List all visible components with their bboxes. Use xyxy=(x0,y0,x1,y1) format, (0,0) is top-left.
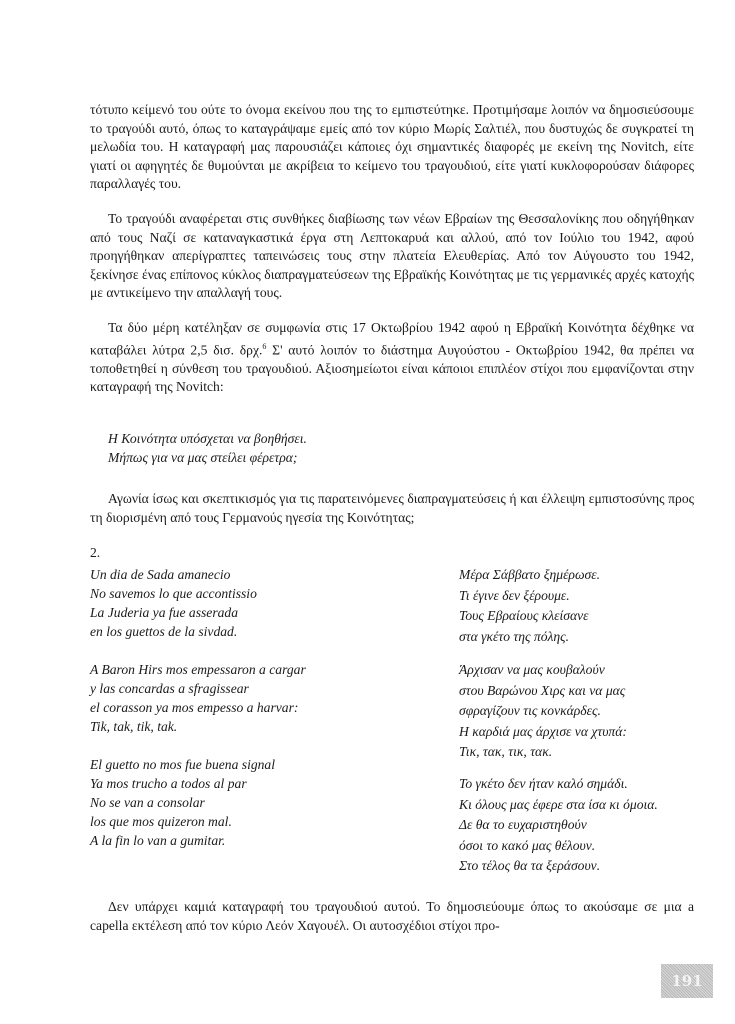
poem-line: Το γκέτο δεν ήταν καλό σημάδι. xyxy=(459,776,628,791)
poem-line: A la fin lo van a gumitar. xyxy=(90,833,226,848)
page-number: 191 xyxy=(661,964,713,998)
paragraph-3 xyxy=(90,319,694,397)
poem-line: Τι έγινε δεν ξέρουμε. xyxy=(459,587,570,603)
paragraph-1: τότυπο κείμενό του ούτε το όνομα εκείνου που της το εμπιστεύτηκε. Προτιμήσαμε λοιπόν να δημοσιεύσουμε το τραγούδι αυτό, όπως το καταγράψαμε εμείς από τον κύριο Μωρίς Σαλτιέλ, που δυστυχώς δε συγκρατεί τη μελωδία του. Η καταγραφή μας παρουσιάζει κάποιες όχι σημαντικές διαφορές με εκείνη της Novitch, είτε γιατί οι αφηγητές δε θυμούνται με ακρίβεια το κείμενο του τραγουδιού, είτε γιατί κυκλοφορούσαν διάφορες παραλλαγές του. xyxy=(90,102,694,192)
poem-line: Ya mos trucho a todos al par xyxy=(90,776,247,791)
poem-line: Τικ, τακ, τικ, τακ. xyxy=(459,744,553,759)
poem-line: στου Βαρώνου Χιρς και να μας xyxy=(459,682,626,698)
poem-line: en los guettos de la sivdad. xyxy=(90,624,238,639)
paragraph-5: Δεν υπάρχει καμιά καταγραφή του τραγουδιού αυτού. Το δημοσιεύουμε όπως το ακούσαμε σε μια a capella εκτέλεση από τον κύριο Λεόν Χαγουέλ. Οι αυτοσχέδιοι στίχοι προ- xyxy=(90,899,694,933)
paragraph-4: Αγωνία ίσως και σκεπτικισμός για τις παρατεινόμενες διαπραγματεύσεις ή και έλλειψη εμπιστοσύνης προς τη διορισμένη από τους Γερμανούς ηγεσία της Κοινότητας; xyxy=(90,491,694,525)
poem-line: y las concardas a sfragissear xyxy=(90,681,249,696)
poem-line: Tik, tak, tik, tak. xyxy=(90,719,178,734)
poem-ladino-stanza-3 xyxy=(90,755,275,850)
poem-line: No savemos lo que accontissio xyxy=(90,586,257,601)
quote-line-2: Μήπως για να μας στείλει φέρετρα; xyxy=(108,450,298,465)
poem-line: Κι όλους μας έφερε στα ίσα κι όμοια. xyxy=(459,796,658,812)
poem-line: Άρχισαν να μας κουβαλούν xyxy=(459,662,605,677)
poem-line: Un dia de Sada amanecio xyxy=(90,567,231,582)
poem-greek-stanza-3 xyxy=(459,774,658,877)
poem-line: La Juderia ya fue asserada xyxy=(90,605,239,620)
poem-line: el corasson ya mos empesso a harvar: xyxy=(90,700,299,715)
quoted-verses xyxy=(108,429,307,467)
poem-line: No se van a consolar xyxy=(90,795,205,810)
poem-line: στα γκέτο της πόλης. xyxy=(459,628,570,644)
poem-greek-stanza-1 xyxy=(459,565,600,647)
poem-greek-stanza-2 xyxy=(459,660,627,763)
poem-line: Δε θα το ευχαριστηθούν xyxy=(459,817,587,832)
poem-line: Μέρα Σάββατο ξημέρωσε. xyxy=(459,567,601,582)
poem-line: σφραγίζουν τις κονκάρδες. xyxy=(459,703,601,718)
paragraph-3-part-2: Σ' αυτό λοιπόν το διάστημα Αυγούστου - Οκτωβρίου 1942, θα πρέπει να τοποθετηθεί η σύνθεση του τραγουδιού. Αξιοσημείωτοι είναι κάποιοι επιπλέον στίχοι που εμφανίζονται στην καταγραφή της Novitch: xyxy=(90,342,694,395)
footnote-marker: 6 xyxy=(262,341,267,351)
poem-line: Η καρδιά μας άρχισε να χτυπά: xyxy=(459,723,627,739)
poem-ladino-stanza-2 xyxy=(90,660,306,736)
poem-line: όσοι το κακό μας θέλουν. xyxy=(459,837,596,853)
poem-ladino-stanza-1 xyxy=(90,565,257,641)
paragraph-2: Το τραγούδι αναφέρεται στις συνθήκες διαβίωσης των νέων Εβραίων της Θεσσαλονίκης που οδηγήθηκαν από τους Ναζί σε καταναγκαστικά έργα στη Λεπτοκαρυά και αλλού, από τον Ιούλιο του 1942, αφού προηγήθηκαν απερίγραπτες ταπεινώσεις τους στην πλατεία Ελευθερίας. Από τον Αύγουστο του 1942, ξεκίνησε ένας επίπονος κύκλος διαπραγματεύσεων της Εβραϊκής Κοινότητας με τις γερμανικές αρχές κατοχής με αντικείμενο την απαλλαγή τους. xyxy=(90,211,694,301)
poem-line: A Baron Hirs mos empessaron a cargar xyxy=(90,662,306,677)
paragraph-3-part-1: Τα δύο μέρη κατέληξαν σε συμφωνία στις 17 Οκτωβρίου 1942 αφού η Εβραϊκή Κοινότητα δέχθηκε να καταβάλει λύτρα 2,5 δισ. δρχ. xyxy=(90,320,694,358)
quote-line-1: Η Κοινότητα υπόσχεται να βοηθήσει. xyxy=(108,431,307,446)
poem-line: Στο τέλος θα τα ξεράσουν. xyxy=(459,858,601,873)
poem-line: El guetto no mos fue buena signal xyxy=(90,757,276,772)
poem-line: los que mos quizeron mal. xyxy=(90,814,232,829)
poem-number: 2. xyxy=(90,545,101,560)
poem-line: Τους Εβραίους κλείσανε xyxy=(459,608,589,623)
